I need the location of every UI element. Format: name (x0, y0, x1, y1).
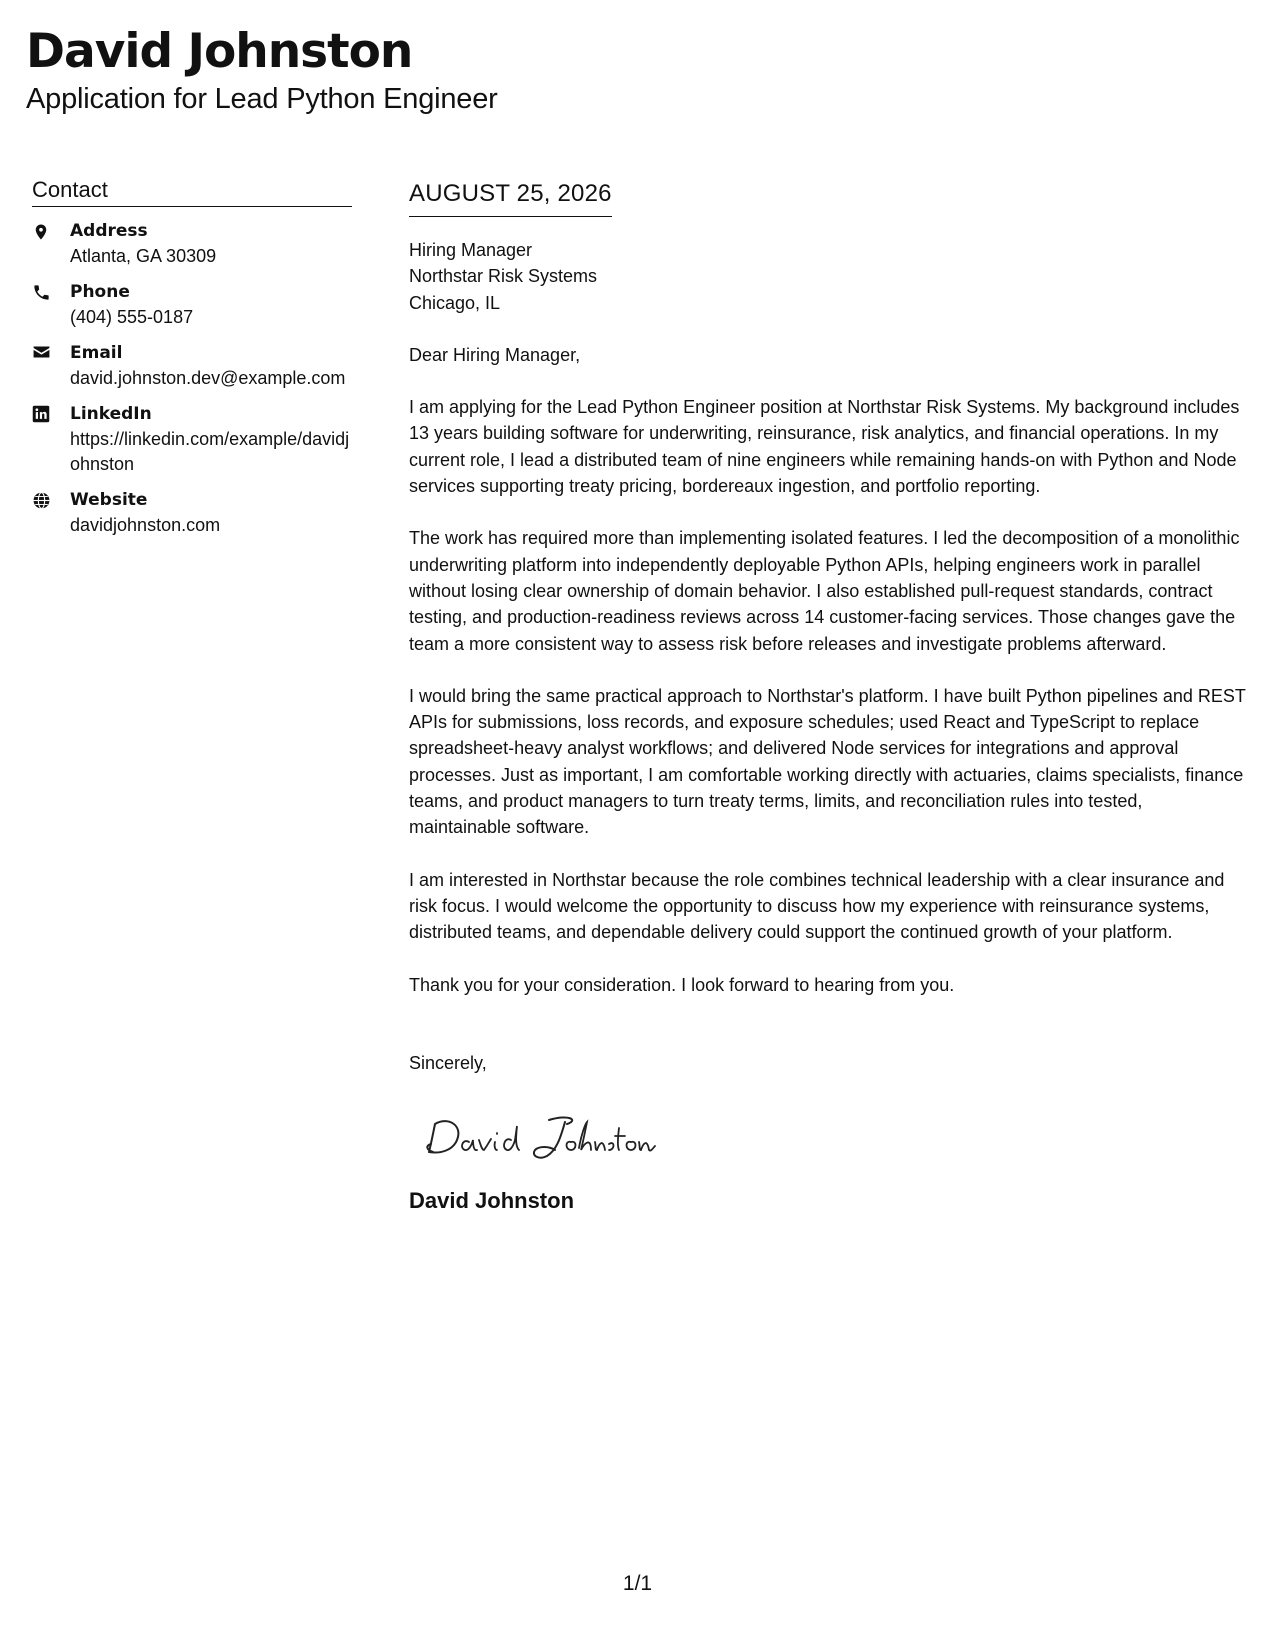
recipient-line: Chicago, IL (409, 292, 501, 313)
linkedin-icon (32, 402, 70, 477)
linkedin-label: LinkedIn (70, 404, 152, 424)
body-paragraph: I am applying for the Lead Python Engineer position at Northstar Risk Systems. My background includes 13 years building software for underwriting, reinsurance, risk analytics, and financial operations. In my current role, I lead a distributed team of nine engineers while remaining hands-on with Python and Node services supporting treaty pricing, bordereaux ingestion, and portfolio reporting. (409, 397, 1240, 497)
body-paragraph: I would bring the same practical approach to Northstar's platform. I have built Python pipelines and REST APIs for submissions, loss records, and exposure schedules; used React and TypeScript to replace spreadsheet-heavy analyst workflows; and delivered Node services for integrations and approval processes. Just as important, I am comfortable working directly with actuaries, claims specialists, finance teams, and product managers to turn treaty terms, limits, and reconciliation rules into tested, maintainable software. (409, 685, 1246, 838)
globe-icon (32, 488, 70, 538)
phone-value: (404) 555-0187 (70, 307, 194, 327)
letter-date: AUGUST 25, 2026 (409, 179, 612, 217)
contact-sidebar (32, 176, 352, 549)
email-label: Email (70, 343, 123, 363)
website-label: Website (70, 490, 148, 510)
email-value[interactable]: david.johnston.dev@example.com (70, 368, 346, 388)
closing: Sincerely, (409, 1052, 487, 1073)
recipient-line: Hiring Manager (409, 240, 533, 260)
recipient-block (409, 237, 1249, 316)
contact-item-address (32, 219, 352, 269)
contact-heading: Contact (32, 176, 352, 207)
body-paragraph: I am interested in Northstar because the role combines technical leadership with a clear insurance and risk focus. I would welcome the opportunity to discuss how my experience with reinsurance systems, distributed teams, and dependable delivery could support the continued growth of your platform. (409, 869, 1225, 943)
phone-label: Phone (70, 282, 130, 302)
recipient-line: Northstar Risk Systems (409, 266, 598, 287)
contact-item-linkedin (32, 402, 352, 477)
address-label: Address (70, 221, 148, 241)
phone-icon (32, 280, 70, 330)
website-value[interactable]: davidjohnston.com (70, 515, 221, 535)
application-subtitle: Application for Lead Python Engineer (26, 83, 498, 115)
address-value: Atlanta, GA 30309 (70, 246, 217, 266)
envelope-icon (32, 341, 70, 391)
salutation: Dear Hiring Manager, (409, 344, 581, 365)
body-paragraph: Thank you for your consideration. I look forward to hearing from you. (409, 974, 955, 995)
cover-letter-body (409, 176, 1249, 1214)
body-paragraph: The work has required more than implementing isolated features. I led the decomposition of a monolithic underwriting platform into independently deployable Python APIs, helping engineers work in parallel without losing clear ownership of domain behavior. I also established pull-request standards, contract testing, and production-readiness reviews across 14 customer-facing services. Those changes gave the team a more consistent way to assess risk before releases and investigate problems afterward. (409, 528, 1240, 654)
linkedin-value[interactable]: https://linkedin.com/example/davidjohnston (70, 429, 350, 474)
document-header (26, 22, 498, 116)
applicant-name: David Johnston (26, 24, 413, 79)
location-pin-icon (32, 219, 70, 269)
page-number: 1/1 (622, 1572, 653, 1595)
contact-item-email (32, 341, 352, 391)
contact-item-website (32, 488, 352, 538)
handwritten-signature (419, 1106, 1249, 1166)
signer-name: David Johnston (409, 1188, 575, 1214)
contact-item-phone (32, 280, 352, 330)
